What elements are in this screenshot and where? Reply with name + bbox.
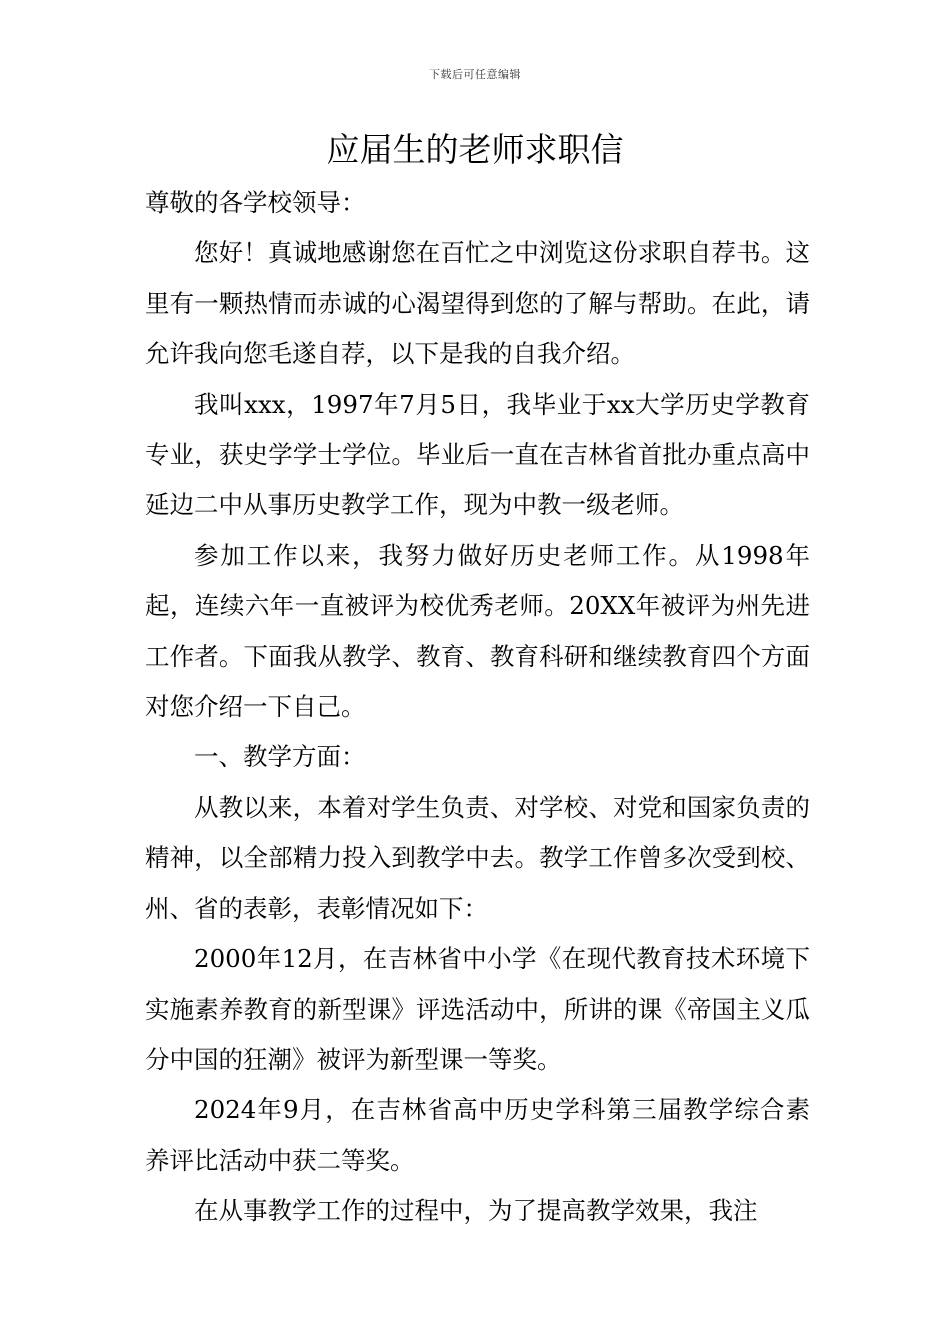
paragraph-greeting: 您好！真诚地感谢您在百忙之中浏览这份求职自荐书。这里有一颗热情而赤诚的心渴望得到您的了解与帮助。在此，请允许我向您毛遂自荐，以下是我的自我介绍。 <box>145 238 810 369</box>
paragraph-award-2024: 2024年9月，在吉林省高中历史学科第三届教学综合素养评比活动中获二等奖。 <box>145 1095 810 1175</box>
document-title: 应届生的老师求职信 <box>326 130 624 169</box>
letter-body <box>145 178 810 1237</box>
header-note: 下载后可任意编辑 <box>429 68 521 81</box>
section-heading-teaching: 一、教学方面： <box>194 742 366 772</box>
paragraph-award-2000: 2000年12月，在吉林省中小学《在现代教育技术环境下实施素养教育的新型课》评选活动中，所讲的课《帝国主义瓜分中国的狂潮》被评为新型课一等奖。 <box>145 944 810 1074</box>
salutation: 尊敬的各学校领导： <box>145 188 366 217</box>
paragraph-work-overview: 参加工作以来，我努力做好历史老师工作。从1998年起，连续六年一直被评为校优秀老师。20XX年被评为州先进工作者。下面我从教学、教育、教育科研和继续教育四个方面对您介绍一下自己。 <box>145 540 810 722</box>
paragraph-teaching-process: 在从事教学工作的过程中，为了提高教学效果，我注 <box>194 1196 758 1226</box>
paragraph-teaching-attitude: 从教以来，本着对学生负责、对学校、对党和国家负责的精神，以全部精力投入到教学中去。教学工作曾多次受到校、州、省的表彰，表彰情况如下： <box>145 792 810 923</box>
paragraph-introduction: 我叫xxx，1997年7月5日，我毕业于xx大学历史学教育专业，获史学学士学位。毕业后一直在吉林省首批办重点高中延边二中从事历史教学工作，现为中教一级老师。 <box>145 389 810 520</box>
